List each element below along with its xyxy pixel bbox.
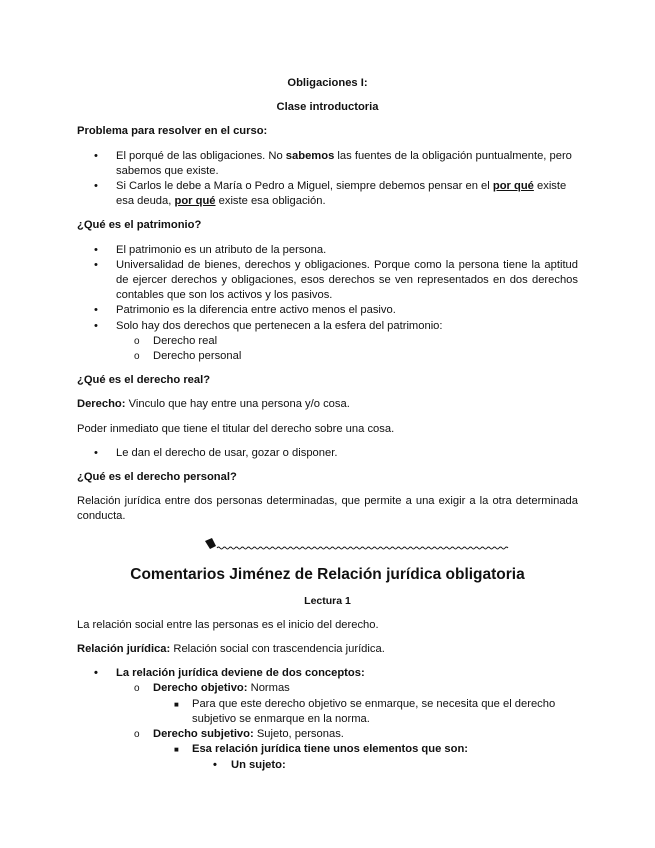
patrimonio-list xyxy=(77,243,578,365)
circle-bullet-icon: o xyxy=(134,683,140,695)
bullet-icon: • xyxy=(94,304,98,317)
text-run: Le dan el derecho de usar, gozar o disponer. xyxy=(116,446,338,459)
derecho-definition xyxy=(77,397,578,412)
text-run: Derecho real xyxy=(153,334,218,347)
bullet-icon: • xyxy=(94,446,98,459)
list-item xyxy=(77,243,578,258)
text-run: Si Carlos le debe a María o Pedro a Miguel, siempre debemos pensar en el xyxy=(116,180,493,193)
list-item xyxy=(77,319,578,334)
comentarios-list xyxy=(77,666,578,772)
text-run: Solo hay dos derechos que pertenecen a la esfera del patrimonio: xyxy=(116,319,443,332)
list-item xyxy=(77,666,578,681)
list-item xyxy=(77,149,578,179)
list-item xyxy=(77,179,578,209)
sub-sub-list-item xyxy=(77,742,578,757)
bold-text: Derecho subjetivo: xyxy=(153,728,254,741)
derecho-real-paragraph: Poder inmediato que tiene el titular del derecho sobre una cosa. xyxy=(77,422,395,435)
circle-bullet-icon: o xyxy=(134,729,140,741)
patrimonio-heading: ¿Qué es el patrimonio? xyxy=(77,219,202,232)
circle-bullet-icon: o xyxy=(134,351,140,363)
sub-list-item xyxy=(77,334,578,349)
sub-list-item xyxy=(77,681,578,696)
square-bullet-icon: ■ xyxy=(174,699,179,709)
sub-list-item xyxy=(77,727,578,742)
pencil-line-icon xyxy=(203,537,539,553)
text-run: las fuentes de la obligación puntualmente, pero sabemos que existe. xyxy=(116,149,572,177)
decorative-divider xyxy=(77,537,578,559)
sub-list-item xyxy=(77,349,578,364)
circle-bullet-icon: o xyxy=(134,335,140,347)
sub-sub-list-item xyxy=(77,697,578,727)
derecho-personal-heading: ¿Qué es el derecho personal? xyxy=(77,471,237,484)
comentarios-paragraph: La relación social entre las personas es el inicio del derecho. xyxy=(77,618,379,631)
bold-text: Derecho: xyxy=(77,398,126,411)
text-run: Sujeto, personas. xyxy=(253,728,344,741)
page-title: Obligaciones I: xyxy=(287,77,368,89)
document-content xyxy=(77,76,578,773)
comentarios-heading: Comentarios Jiménez de Relación jurídica obligatoria xyxy=(130,565,525,583)
lectura-label: Lectura 1 xyxy=(304,594,351,607)
bullet-icon: • xyxy=(94,667,98,680)
bold-text: sabemos xyxy=(285,149,335,162)
bullet-icon: • xyxy=(94,180,98,193)
square-bullet-icon: ■ xyxy=(174,745,179,755)
text-run: El patrimonio es un atributo de la persona. xyxy=(116,243,327,256)
bold-underlined-text: por qué xyxy=(492,180,534,193)
text-run: El porqué de las obligaciones. No xyxy=(116,149,286,162)
text-run: Normas xyxy=(247,682,290,695)
text-run: Derecho personal xyxy=(153,350,242,363)
derecho-real-heading: ¿Qué es el derecho real? xyxy=(77,374,211,387)
bullet-icon: • xyxy=(213,758,217,771)
bullet-icon: • xyxy=(94,149,98,162)
page-subtitle: Clase introductoria xyxy=(276,101,379,114)
text-run: Universalidad de bienes, derechos y obligaciones. Porque como la persona tiene la aptitud de ejercer derechos y obligaciones, esos derechos se ven representados en dos derechos contables que son los activos y los pasivos. xyxy=(116,258,578,302)
list-item xyxy=(77,303,578,318)
list-item xyxy=(77,446,578,461)
bullet-icon: • xyxy=(94,258,98,271)
bold-text: Derecho objetivo: xyxy=(153,682,248,695)
text-run: existe esa deuda, xyxy=(116,180,567,208)
bullet-icon: • xyxy=(94,243,98,256)
relacion-juridica-definition xyxy=(77,642,578,657)
text-run: Para que este derecho objetivo se enmarque, se necesita que el derecho subjetivo se enmarque en la norma. xyxy=(192,697,556,725)
text-run: Patrimonio es la diferencia entre activo menos el pasivo. xyxy=(116,304,396,317)
bold-underlined-text: por qué xyxy=(174,195,216,208)
problema-list xyxy=(77,149,578,210)
level-4-list-item xyxy=(77,758,578,773)
problema-heading: Problema para resolver en el curso: xyxy=(77,125,268,138)
text-run: La relación jurídica deviene de dos conceptos: xyxy=(116,667,365,680)
bold-text: Relación jurídica: xyxy=(77,643,171,656)
derecho-real-list xyxy=(77,446,578,461)
text-run: existe esa obligación. xyxy=(215,195,326,208)
derecho-personal-paragraph: Relación jurídica entre dos personas determinadas, que permite a una exigir a la otra determinada conducta. xyxy=(77,495,578,523)
text-run: Relación social con trascendencia jurídica. xyxy=(170,643,385,656)
text-run: Vinculo que hay entre una persona y/o cosa. xyxy=(125,398,350,411)
bullet-icon: • xyxy=(94,319,98,332)
text-run: Un sujeto: xyxy=(231,758,286,771)
text-run: Esa relación jurídica tiene unos elementos que son: xyxy=(192,743,469,756)
list-item xyxy=(77,258,578,304)
